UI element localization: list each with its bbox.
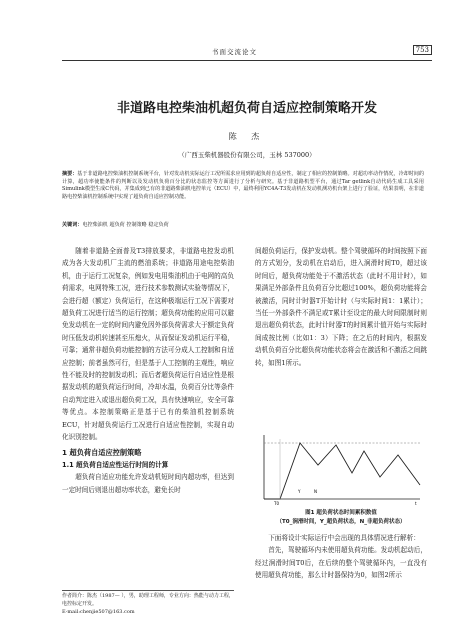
t0-label: T0	[274, 501, 279, 506]
keywords	[62, 221, 424, 228]
figure-caption	[255, 509, 427, 527]
page-number: 753	[413, 45, 432, 55]
keywords-text: 电控柴油机 超负荷 控制策略 稳定负荷	[82, 222, 169, 228]
right-paragraph: 间超负荷运行，保护发动机。整个驾驶循环的时间按照下面的方式划分，发动机在启动后，进入涧滑时间T0，超过该时间后，超负荷功能处于不激活状态（此时不用计时），如果满足外部条件且负荷百分比超过100%，超负荷功能将会被激活，同时计时器T开始计时（与实际时间1：1累计）；当任一外部条件不满足或T累计至设定的最大时间限制时则退出超负荷状态，此时计时器T的时间累计值开始与实际时间成按比例（比如1：3）下降；在之后的时间内，根据发动机负荷百分比超负荷功能状态将会在激活和不激活之间跳转，如图1所示。	[255, 247, 427, 367]
subsection-paragraph: 超负荷自适应功能允许发动机短时间内超功率，但达到一定时间后则退出超功率状态，避免长时	[62, 473, 234, 494]
figure-1-diagram	[258, 433, 424, 507]
left-column	[62, 245, 234, 496]
footnote-email: E-mail:chenjie507@163.com	[62, 608, 135, 615]
header-section: 书面交流论文	[212, 48, 257, 56]
keywords-label: 关键词：	[62, 222, 83, 228]
section-heading: 1 超负荷自适应控制策略	[62, 447, 142, 457]
footnote	[62, 590, 234, 616]
abstract-label: 摘要：	[62, 171, 78, 177]
right-column-continued	[255, 532, 427, 582]
timer-curve	[264, 443, 420, 499]
right-paragraph-2: 下面将设计实际运行中会出现的具体情况进行解析：	[268, 534, 420, 542]
intro-paragraph: 随着非道路全面普及T3排放要求，非道路电控发动机成为各大发动机厂主流的燃油系统；非道路用途电控柴油机，由于运行工况复杂，例如发电用柴油机由于电网的高负荷需求，电网特殊工况，进行技术参数测试实验等情况下，会进行超（额定）负荷运行，在这种极端运行工况下需要对超负荷工况进行适当的运行控制；超负荷功能的应用可以避免发动机在一定的时间内避免因外部负荷需求大于额定负荷时压低发动机转速甚至压熄火，从而保证发动机运行平稳，可靠；通常非超负荷功能控制的方法可分成人工控制和自适应控制；前者虽然可行，但是基于人工控制的主观性，响应性不能及时的控制发动机；而后者超负荷运行自适应性是根据发动机的超负荷运行时间，冷却水温，负荷百分比等条件自动判定进入或退出超负荷工况，具有快速响应，安全可靠等优点。本控制策略正是基于已有的柴油机控制系统ECU，针对超负荷运行工况进行自适应性控制，实现自动化识别控制。	[62, 247, 234, 442]
affiliation: （广西玉柴机器股份有限公司，玉林 537000）	[178, 151, 316, 159]
right-column	[255, 245, 427, 369]
running-header	[62, 44, 432, 61]
author: 陈 杰	[228, 132, 266, 141]
state-y-label: Y	[298, 489, 301, 494]
time-axis-label: t	[415, 501, 417, 506]
right-paragraph-3: 首先，驾驶循环内未使用超负荷功能。发动机起动后，经过涧滑时间T0后，在后续的整个驾驶循环内，一直没有使用超负荷功能，那么计时器保持为0，如图2所示	[255, 546, 427, 580]
abstract-text: 基于非道路电控柴油机控制系统平台，针对发动机实际运行工况所需求应用到的超负荷自适应性，制定了相应的控制策略。对超功率动作情况，冷却时间的计算，超功率使能条件的判断以及发动机负荷百分比的状态监控等方面进行了分析与研究。基于非道路机型平台，通过Tar getlink自动代码生成工具采用Simulink模型生成C代码，并集成到已有的非道路柴油机电控单元（ECU）中，最终利用YC4A-T3发动机在发动机测功机台架上进行了验证，结果表明，在非道路电控柴油机控制系统中实现了超负荷自适应控制功能。	[62, 171, 424, 200]
figure-caption-title: 图1 超负荷状态时间累积数值	[305, 510, 377, 516]
state-n-label: N	[314, 489, 317, 494]
abstract	[62, 171, 424, 201]
footnote-author: 作者简介：陈杰（1987— ），男，助理工程师，专业方向：热能与动力工程，电控标定开发。	[62, 593, 234, 607]
subsection-heading: 1.1 超负荷自适应性运行时间的计算	[62, 460, 169, 469]
paper-title: 非道路电控柴油机超负荷自适应控制策略开发	[116, 101, 377, 116]
figure-caption-sub: （T0_涧滑时间，Y_超负荷状态，N_非超负荷状态）	[276, 519, 406, 525]
